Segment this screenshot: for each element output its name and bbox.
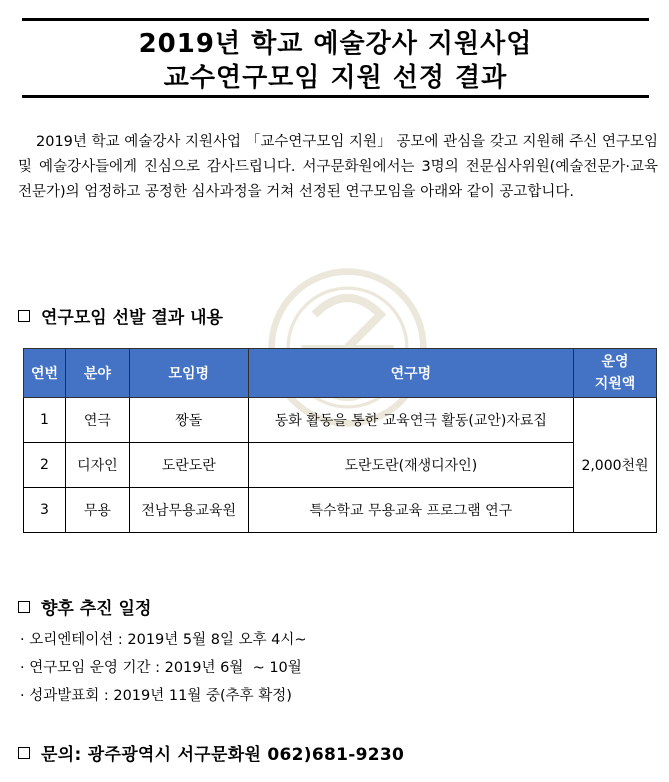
cell-no: 2 <box>24 443 66 488</box>
header-no: 연번 <box>24 349 66 398</box>
cell-field: 연극 <box>65 398 129 443</box>
cell-field: 무용 <box>65 488 129 533</box>
results-table <box>23 348 657 533</box>
contact-text: 문의: 광주광역시 서구문화원 062)681-9230 <box>41 745 405 765</box>
header-study: 연구명 <box>248 349 573 398</box>
table-row <box>24 488 657 533</box>
table-row <box>24 398 657 443</box>
cell-amount: 2,000천원 <box>574 398 657 533</box>
list-item: · 성과발표회 : 2019년 11월 중(추후 확정) <box>20 688 292 704</box>
list-item: · 연구모임 운영 기간 : 2019년 6월 ~ 10월 <box>20 660 302 676</box>
table-row <box>24 443 657 488</box>
cell-group: 전남무용교육원 <box>129 488 248 533</box>
contact-line <box>18 740 404 765</box>
cell-study: 동화 활동을 통한 교육연극 활동(교안)자료집 <box>248 398 573 443</box>
section-results-heading <box>18 303 223 328</box>
cell-field: 디자인 <box>65 443 129 488</box>
header-group: 모임명 <box>129 349 248 398</box>
square-icon <box>18 310 30 322</box>
square-icon <box>18 747 30 759</box>
header-field: 분야 <box>65 349 129 398</box>
table-header-row <box>24 349 657 398</box>
schedule-list <box>20 626 307 710</box>
section-schedule-label: 향후 추진 일정 <box>41 599 152 619</box>
title-line-1: 2019년 학교 예술강사 지원사업 <box>138 29 533 59</box>
header-amount: 운영 지원액 <box>574 349 657 398</box>
cell-study: 도란도란(재생디자인) <box>248 443 573 488</box>
cell-group: 짱돌 <box>129 398 248 443</box>
cell-study: 특수학교 무용교육 프로그램 연구 <box>248 488 573 533</box>
cell-no: 3 <box>24 488 66 533</box>
intro-paragraph: 2019년 학교 예술강사 지원사업 「교수연구모임 지원」 공모에 관심을 갖고 지원해 주신 연구모임 및 예술강사들에게 진심으로 감사드립니다. 서구문화원에서는 3명의 전문심사위원(예술전문가·교육전문가)의 엄정하고 공정한 심사과정을 거쳐 선정된 연구모임을 아래와 같이 공고합니다. <box>18 134 658 200</box>
document-title <box>22 18 649 98</box>
cell-no: 1 <box>24 398 66 443</box>
cell-group: 도란도란 <box>129 443 248 488</box>
title-line-2: 교수연구모임 지원 선정 결과 <box>163 63 508 93</box>
square-icon <box>18 601 30 613</box>
section-schedule-heading <box>18 594 151 619</box>
section-results-label: 연구모임 선발 결과 내용 <box>41 308 223 328</box>
list-item: · 오리엔테이션 : 2019년 5월 8일 오후 4시~ <box>20 632 307 648</box>
